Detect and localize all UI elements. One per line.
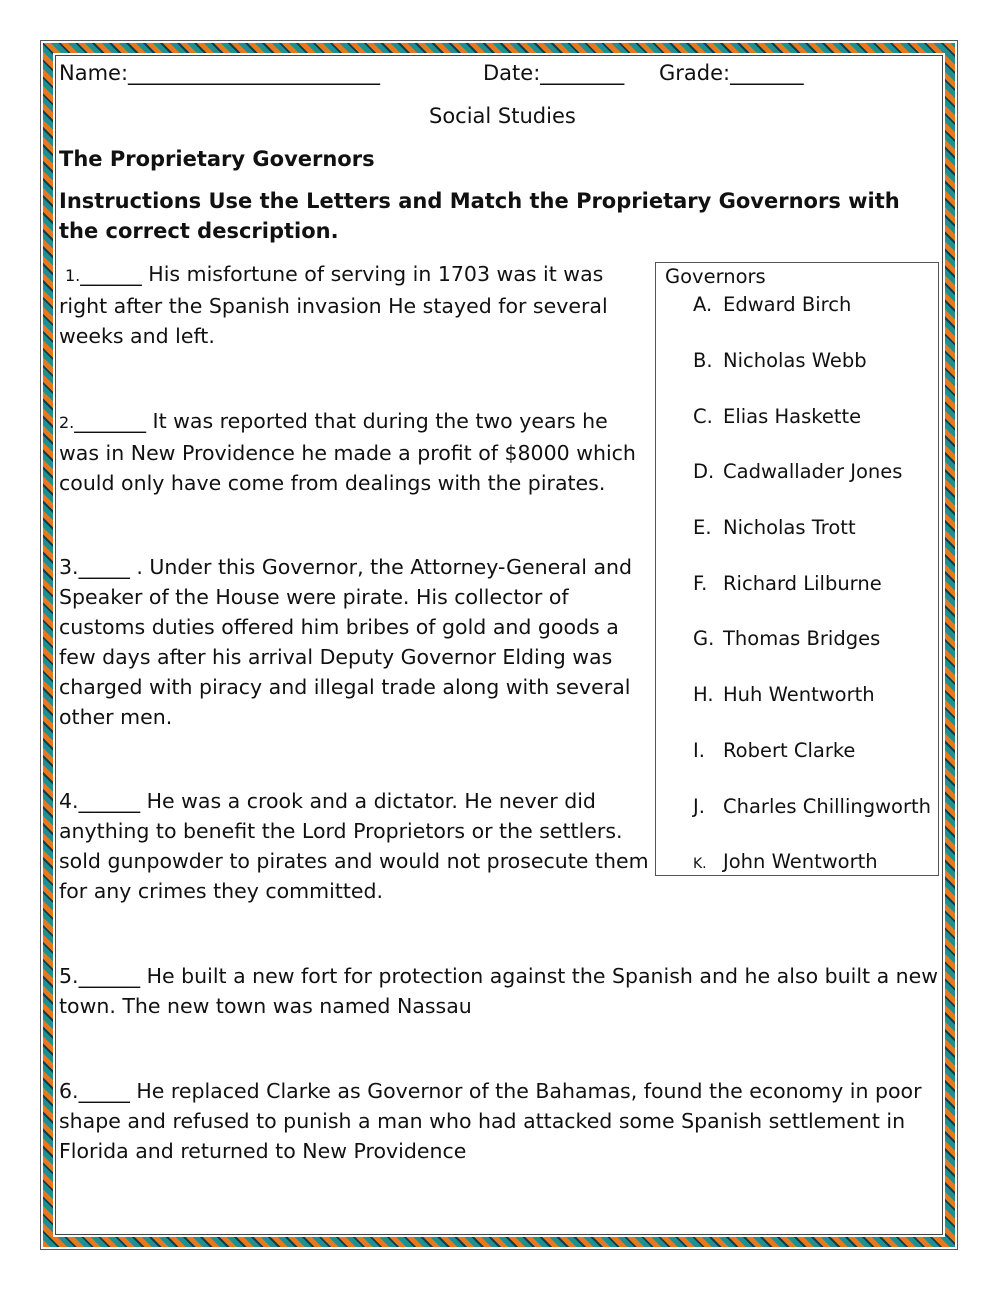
question-6	[59, 1076, 922, 1166]
question-number: 1.	[65, 266, 81, 285]
governor-item	[693, 849, 878, 877]
question-line: could only have come from dealings with the pirates.	[59, 471, 606, 495]
governor-letter: F.	[693, 572, 708, 595]
governors-box	[655, 262, 939, 876]
question-line: He was a crook and a dictator. He never did	[146, 789, 596, 813]
governors-title: Governors	[665, 265, 766, 288]
governor-name: Cadwallader Jones	[723, 460, 903, 483]
governor-letter: C.	[693, 405, 713, 428]
question-number: 2.	[59, 413, 75, 432]
governor-letter: I.	[693, 739, 705, 762]
date-field[interactable]: Date:________	[483, 61, 625, 85]
name-field[interactable]: Name:________________________	[59, 61, 381, 85]
question-2	[59, 406, 636, 498]
governor-item	[693, 626, 880, 652]
answer-blank[interactable]: _______	[74, 409, 147, 433]
question-line: weeks and left.	[59, 324, 215, 348]
worksheet-title: The Proprietary Governors	[59, 147, 375, 171]
governor-item	[693, 682, 875, 708]
governor-name: Robert Clarke	[723, 739, 856, 762]
governor-letter: D.	[693, 460, 715, 483]
governor-item	[693, 348, 867, 374]
governor-name: Richard Lilburne	[723, 572, 882, 595]
governor-name: Nicholas Webb	[723, 349, 867, 372]
question-line: His misfortune of serving in 1703 was it was	[148, 262, 604, 286]
governor-item	[693, 794, 931, 820]
governor-item	[693, 738, 855, 764]
question-5	[59, 961, 938, 1021]
governor-name: John Wentworth	[723, 850, 878, 873]
question-number: 3.	[59, 555, 79, 579]
answer-blank[interactable]: _____	[78, 555, 130, 579]
governor-name: Nicholas Trott	[723, 516, 856, 539]
governor-name: Charles Chillingworth	[723, 795, 931, 818]
governor-item	[693, 404, 861, 430]
answer-blank[interactable]: ______	[80, 262, 142, 286]
question-number: 5.	[59, 964, 79, 988]
question-number: 6.	[59, 1079, 79, 1103]
governor-letter: K.	[693, 856, 707, 872]
question-line: for any crimes they committed.	[59, 879, 384, 903]
question-line: shape and refused to punish a man who had attacked some Spanish settlement in	[59, 1109, 906, 1133]
governor-item	[693, 292, 851, 318]
governor-item	[693, 459, 902, 485]
question-line: few days after his arrival Deputy Governor Elding was	[59, 645, 613, 669]
question-line: Florida and returned to New Providence	[59, 1139, 467, 1163]
question-line: Speaker of the House were pirate. His collector of	[59, 585, 569, 609]
question-line: other men.	[59, 705, 173, 729]
governor-letter: A.	[693, 293, 713, 316]
instructions: Instructions Use the Letters and Match the Proprietary Governors with the correct description.	[59, 189, 900, 243]
question-line: anything to benefit the Lord Proprietors or the settlers.	[59, 819, 623, 843]
question-line: He built a new fort for protection against the Spanish and he also built a new	[146, 964, 939, 988]
question-1	[59, 259, 608, 351]
question-line: It was reported that during the two years he	[152, 409, 608, 433]
question-line: sold gunpowder to pirates and would not prosecute them	[59, 849, 649, 873]
question-number: 4.	[59, 789, 79, 813]
question-3	[59, 552, 632, 732]
governor-letter: G.	[693, 627, 715, 650]
governor-name: Elias Haskette	[723, 405, 862, 428]
governor-name: Edward Birch	[723, 293, 852, 316]
question-line: town. The new town was named Nassau	[59, 994, 472, 1018]
governor-name: Thomas Bridges	[723, 627, 881, 650]
governor-letter: E.	[693, 516, 712, 539]
governor-name: Huh Wentworth	[723, 683, 875, 706]
governor-letter: H.	[693, 683, 714, 706]
question-line: . Under this Governor, the Attorney-General and	[136, 555, 633, 579]
subject-heading: Social Studies	[429, 104, 576, 128]
question-line: charged with piracy and illegal trade along with several	[59, 675, 631, 699]
question-line: right after the Spanish invasion He stayed for several	[59, 294, 608, 318]
question-4	[59, 786, 649, 906]
answer-blank[interactable]: _____	[78, 1079, 130, 1103]
governor-item	[693, 515, 856, 541]
question-line: He replaced Clarke as Governor of the Bahamas, found the economy in poor	[136, 1079, 922, 1103]
grade-field[interactable]: Grade:_______	[659, 61, 804, 85]
question-line: was in New Providence he made a profit of $8000 which	[59, 441, 636, 465]
question-line: customs duties offered him bribes of gold and goods a	[59, 615, 619, 639]
governor-item	[693, 571, 882, 597]
answer-blank[interactable]: ______	[78, 789, 141, 813]
governor-letter: J.	[693, 795, 705, 818]
governor-letter: B.	[693, 349, 713, 372]
answer-blank[interactable]: ______	[78, 964, 141, 988]
